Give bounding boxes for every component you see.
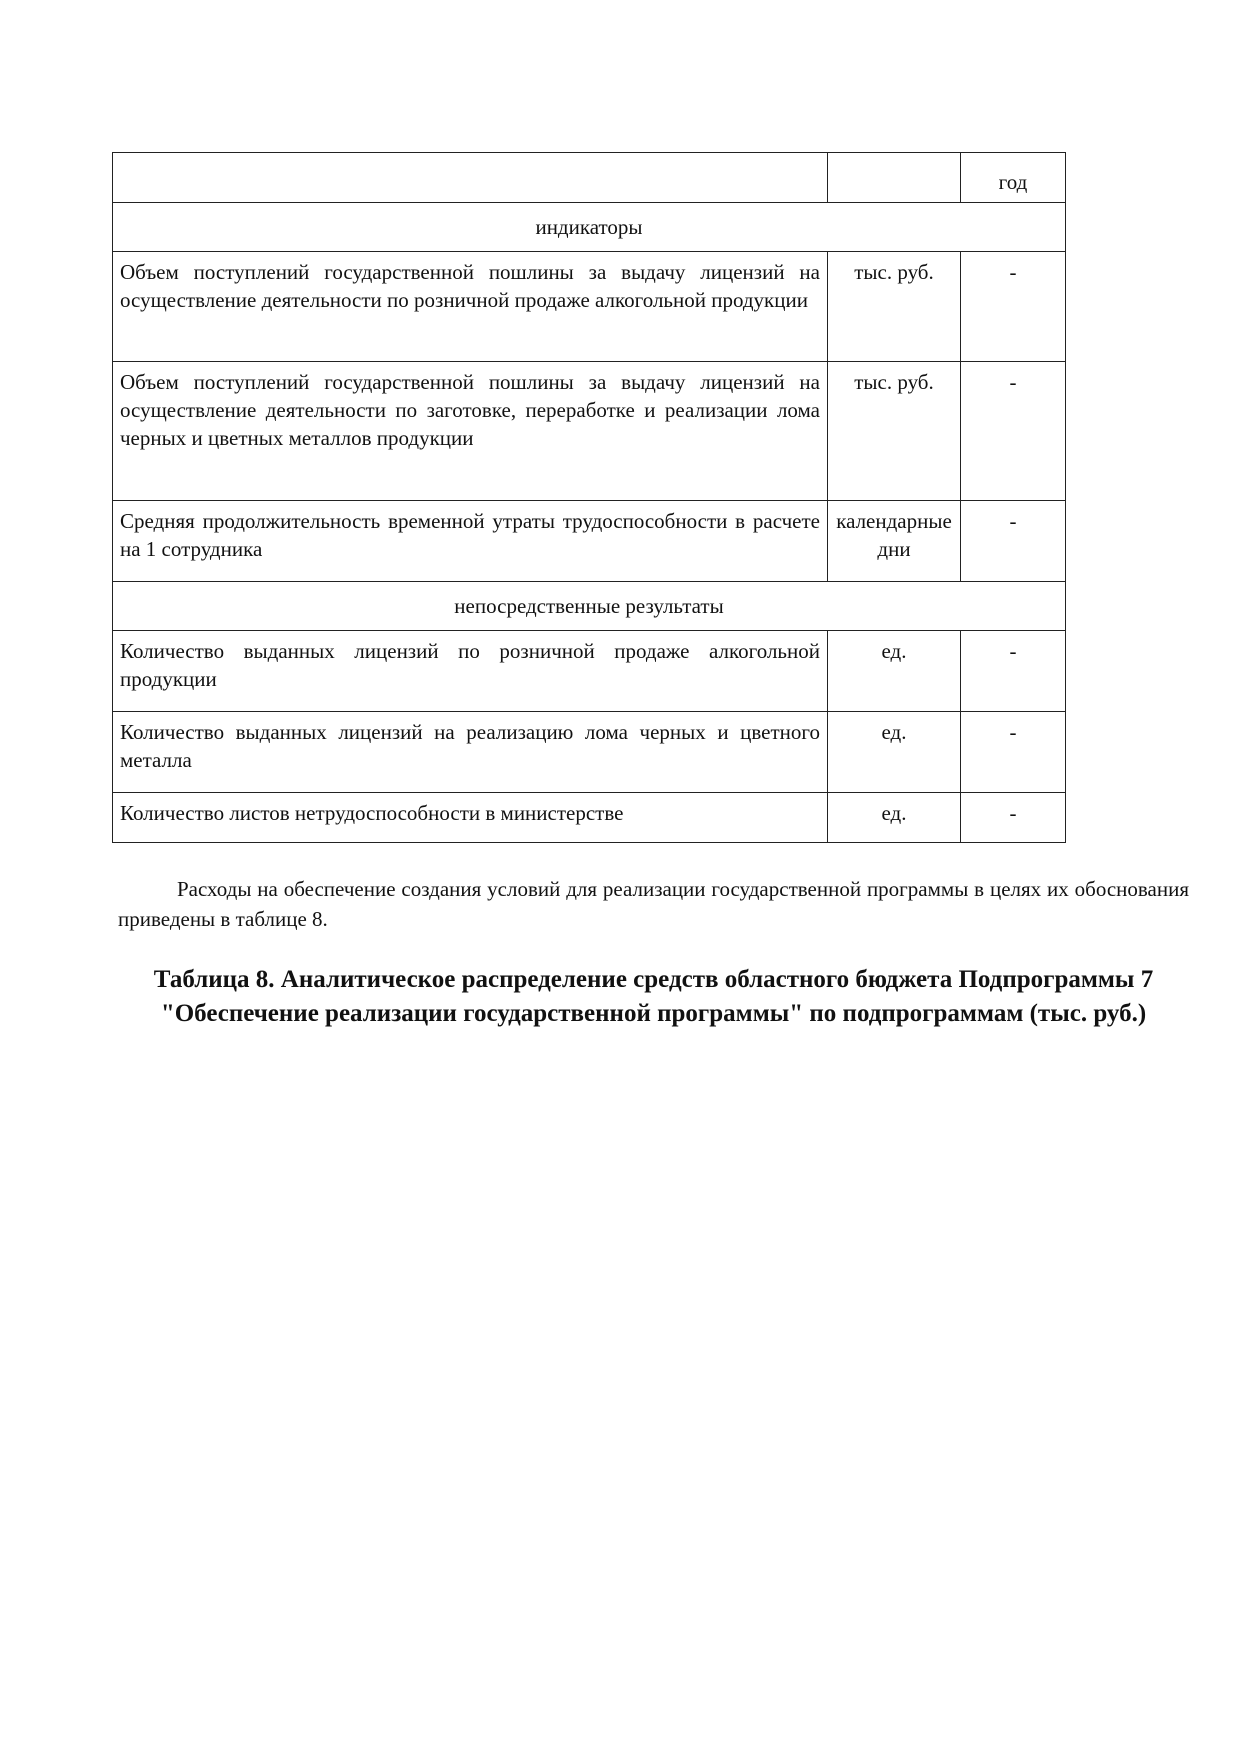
indicator-unit: ед.	[828, 631, 961, 712]
section-title: непосредственные результаты	[113, 582, 1066, 631]
table-row	[113, 712, 1066, 793]
header-cell	[828, 153, 961, 203]
indicator-unit: тыс. руб.	[828, 252, 961, 362]
indicator-value: -	[961, 362, 1066, 501]
table-row	[113, 362, 1066, 501]
indicators-table	[112, 152, 1066, 843]
section-title: индикаторы	[113, 203, 1066, 252]
indicator-unit: календарные дни	[828, 501, 961, 582]
table-header-row	[113, 153, 1066, 203]
indicator-name: Объем поступлений государственной пошлины за выдачу лицензий на осуществление деятельности по заготовке, переработке и реализации лома черных и цветных металлов продукции	[113, 362, 828, 501]
indicator-name: Объем поступлений государственной пошлины за выдачу лицензий на осуществление деятельности по розничной продаже алкогольной продукции	[113, 252, 828, 362]
table-row	[113, 501, 1066, 582]
body-paragraph: Расходы на обеспечение создания условий для реализации государственной программы в целях их обоснования приведены в таблице 8.	[118, 877, 1189, 931]
indicator-name: Средняя продолжительность временной утраты трудоспособности в расчете на 1 сотрудника	[113, 501, 828, 582]
table-row	[113, 252, 1066, 362]
indicator-name: Количество листов нетрудоспособности в министерстве	[113, 793, 828, 843]
table-row	[113, 631, 1066, 712]
section-row	[113, 203, 1066, 252]
table-8-title: Таблица 8. Аналитическое распределение средств областного бюджета Подпрограммы 7 "Обеспечение реализации государственной программы" по подпрограммам (тыс. руб.)	[153, 966, 1154, 1027]
indicator-value: -	[961, 712, 1066, 793]
indicator-value: -	[961, 252, 1066, 362]
indicator-value: -	[961, 631, 1066, 712]
indicator-name: Количество выданных лицензий на реализацию лома черных и цветного металла	[113, 712, 828, 793]
header-cell-year: год	[961, 153, 1066, 203]
header-cell	[113, 153, 828, 203]
indicator-unit: ед.	[828, 712, 961, 793]
table-row	[113, 793, 1066, 843]
indicator-unit: тыс. руб.	[828, 362, 961, 501]
indicator-value: -	[961, 793, 1066, 843]
indicator-name: Количество выданных лицензий по розничной продаже алкогольной продукции	[113, 631, 828, 712]
indicator-unit: ед.	[828, 793, 961, 843]
indicator-value: -	[961, 501, 1066, 582]
section-row	[113, 582, 1066, 631]
